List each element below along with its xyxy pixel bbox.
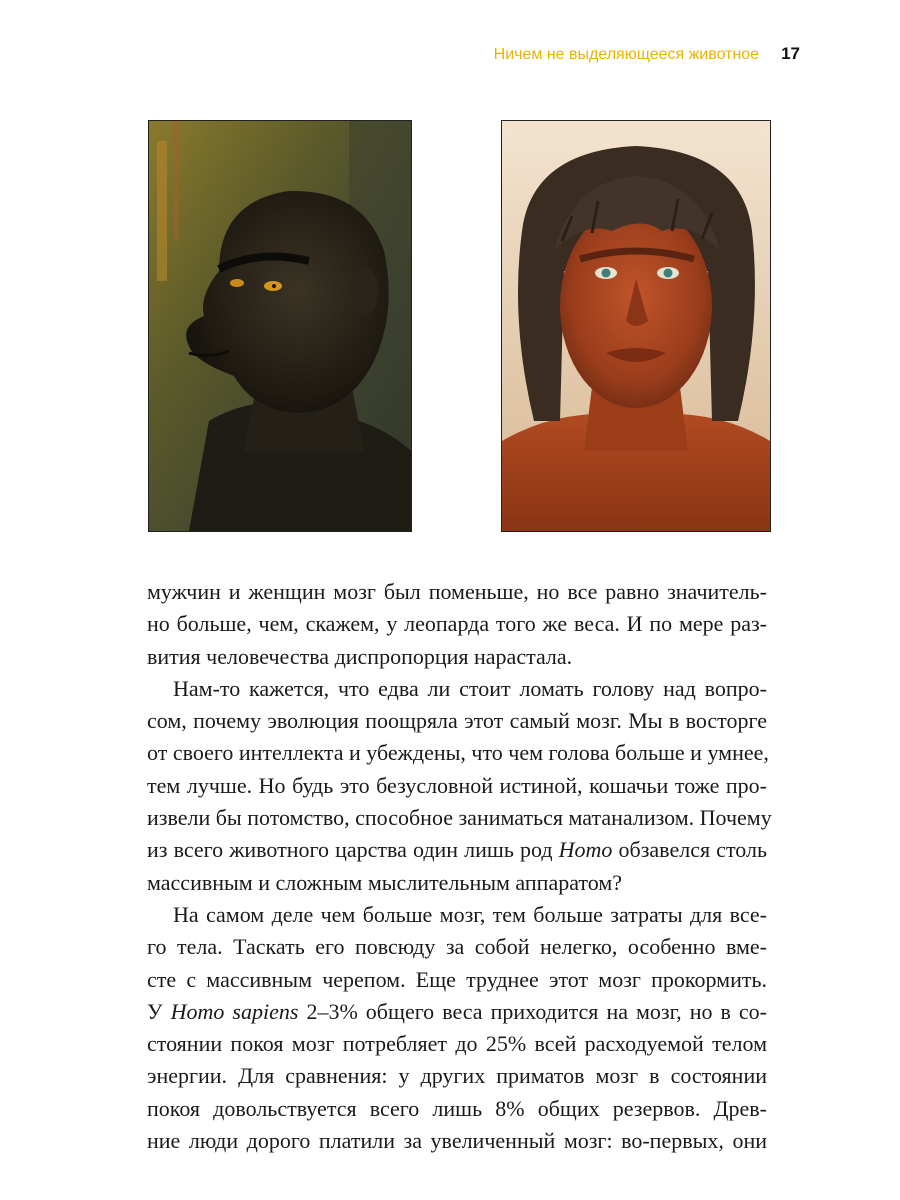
running-title: Ничем не выделяющееся животное — [493, 46, 760, 63]
photo-hominin-profile — [148, 120, 412, 532]
body-text — [147, 576, 772, 1157]
text-run: 2–3% общего веса приходится на мозг, но в со- — [298, 998, 767, 1024]
text-line: покоя довольствуется всего лишь 8% общих резервов. Древ- — [147, 1095, 767, 1121]
text-line: мужчин и женщин мозг был поменьше, но все равно значитель- — [147, 579, 767, 604]
text-run: из всего животного царства один лишь род — [147, 837, 559, 863]
paragraph — [147, 576, 767, 673]
text-line: тем лучше. Но будь это безусловной истиной, кошачьи тоже про- — [147, 772, 767, 798]
running-head — [440, 44, 800, 64]
paragraph — [147, 899, 767, 1157]
text-line: массивным и сложным мыслительным аппаратом? — [147, 869, 623, 895]
photo-hominin-frontal — [501, 120, 771, 532]
text-line: ние люди дорого платили за увеличенный мозг: во-первых, они — [147, 1128, 767, 1154]
text-line: Нам-то кажется, что едва ли стоит ломать голову над вопро- — [173, 675, 767, 701]
text-run: У — [147, 998, 171, 1024]
text-line — [147, 996, 767, 1028]
text-line: энергии. Для сравнения: у других приматов мозг в состоянии — [147, 1063, 767, 1089]
text-line: сом, почему эволюция поощряла этот самый мозг. Мы в восторге — [147, 708, 767, 734]
text-line: го тела. Таскать его повсюду за собой нелегко, особенно вме- — [147, 934, 767, 960]
text-line: извели бы потомство, способное заниматься матанализом. Почему — [147, 805, 772, 831]
text-line: сте с массивным черепом. Еще труднее этот мозг прокормить. — [147, 966, 767, 992]
italic-term: Homo — [558, 837, 613, 863]
text-line: от своего интеллекта и убеждены, что чем голова больше и умнее, — [147, 740, 769, 766]
italic-term: Homo sapiens — [170, 998, 299, 1024]
text-line: но больше, чем, скажем, у леопарда того же веса. И по мере раз- — [147, 611, 767, 637]
text-line — [147, 834, 767, 866]
page-number: 17 — [781, 44, 800, 63]
text-line: вития человечества диспропорция нарастала. — [147, 643, 573, 669]
text-line: На самом деле чем больше мозг, тем больше затраты для все- — [173, 901, 767, 927]
text-line: стоянии покоя мозг потребляет до 25% всей расходуемой телом — [147, 1031, 767, 1057]
text-run: обзавелся столь — [612, 837, 767, 863]
paragraph — [147, 673, 772, 899]
